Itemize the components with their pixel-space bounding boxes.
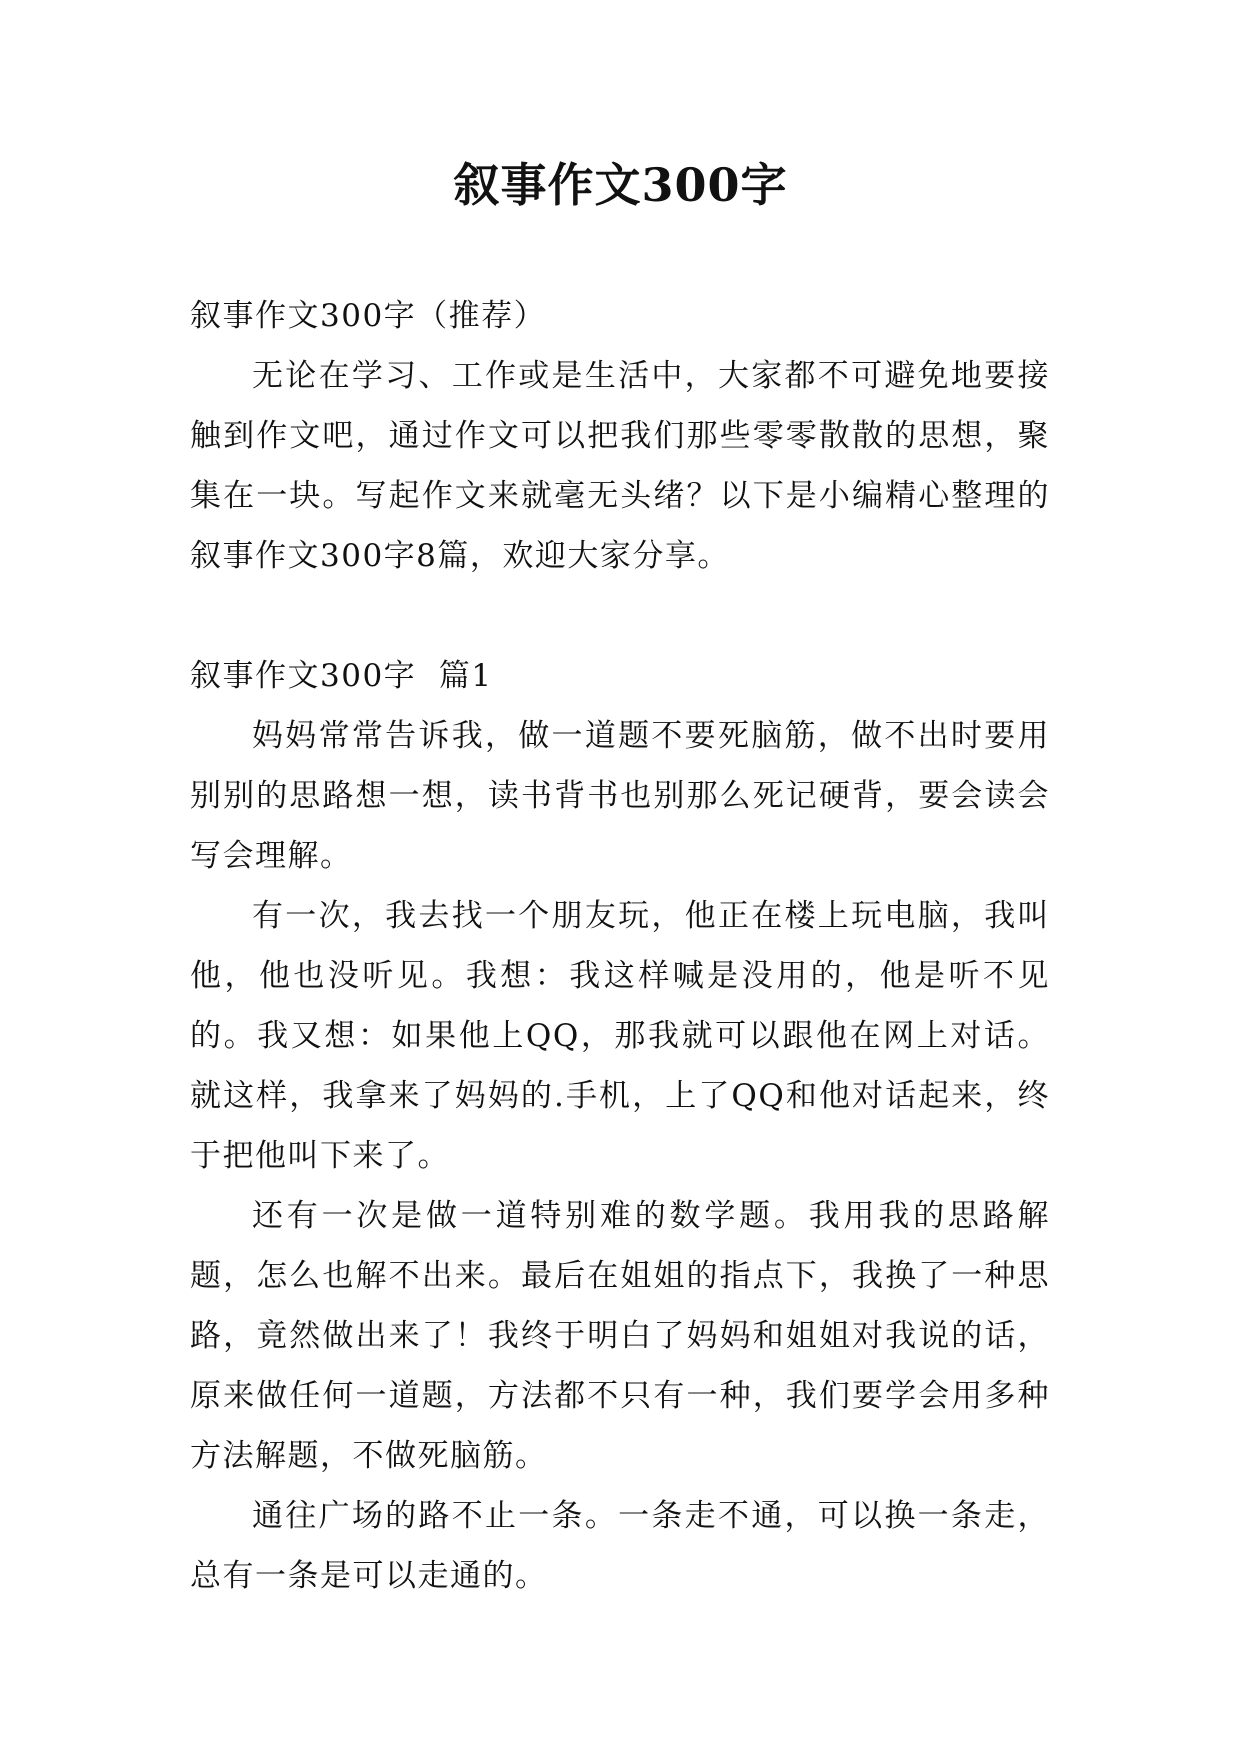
section-paragraph: 有一次，我去找一个朋友玩，他正在楼上玩电脑，我叫他，他也没听见。我想：我这样喊是没用的，他是听不见的。我又想：如果他上QQ，那我就可以跟他在网上对话。就这样，我拿来了妈妈的.手机，上了QQ和他对话起来，终于把他叫下来了。 xyxy=(190,898,1050,1174)
document-title: 叙事作文300字 xyxy=(453,158,788,212)
section-paragraph: 还有一次是做一道特别难的数学题。我用我的思路解题，怎么也解不出来。最后在姐姐的指点下，我换了一种思路，竟然做出来了！我终于明白了妈妈和姐姐对我说的话，原来做任何一道题，方法都不只有一种，我们要学会用多种方法解题，不做死脑筋。 xyxy=(190,1198,1050,1474)
intro-heading: 叙事作文300字（推荐） xyxy=(190,298,547,334)
intro-paragraph: 无论在学习、工作或是生活中，大家都不可避免地要接触到作文吧，通过作文可以把我们那些零零散散的思想，聚集在一块。写起作文来就毫无头绪？以下是小编精心整理的叙事作文300字8篇，欢迎大家分享。 xyxy=(190,358,1050,574)
document-body xyxy=(190,286,1050,1606)
section-spacer xyxy=(190,586,1050,646)
section-paragraph: 通往广场的路不止一条。一条走不通，可以换一条走，总有一条是可以走通的。 xyxy=(190,1498,1050,1594)
section-paragraph: 妈妈常常告诉我，做一道题不要死脑筋，做不出时要用别别的思路想一想，读书背书也别那么死记硬背，要会读会写会理解。 xyxy=(190,718,1050,874)
section-heading: 叙事作文300字 篇1 xyxy=(190,658,493,694)
